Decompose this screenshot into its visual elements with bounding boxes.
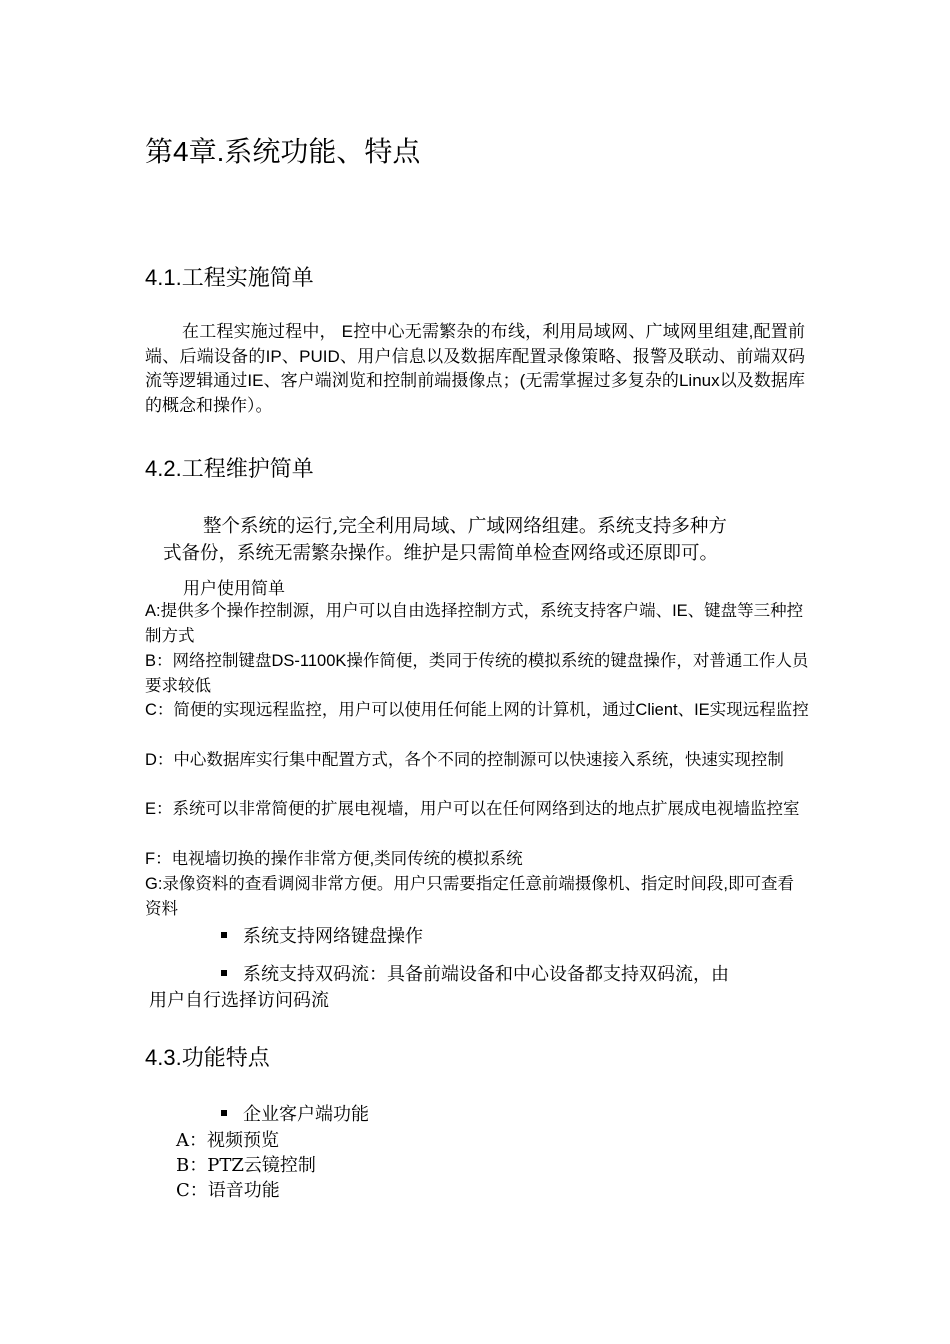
square-bullet-icon: [221, 1110, 227, 1116]
section-4-2-paragraph-line1: 整个系统的运行,完全利用局域、广域网络组建。系统支持多种方: [203, 516, 727, 537]
usage-title: 用户使用简单: [183, 579, 285, 599]
bullet-dual-stream-continuation: 用户自行选择访问码流: [149, 990, 329, 1011]
section-heading-4-2: 4.2.工程维护简单: [145, 456, 314, 481]
square-bullet-icon: [221, 970, 227, 976]
bullet-dual-stream: [221, 960, 729, 986]
section-heading-4-1: 4.1.工程实施简单: [145, 265, 314, 290]
section-4-1-paragraph: 在工程实施过程中， E控中心无需繁杂的布线，利用局域网、广域网里组建,配置前端、后端设备的IP、PUID、用户信息以及数据库配置录像策略、报警及联动、前端双码流等逻辑通过IE、客户端浏览和控制前端摄像点；(无需掌握过多复杂的Linux以及数据库的概念和操作）。: [145, 322, 805, 415]
bullet-text: 系统支持双码流：具备前端设备和中心设备都支持双码流，由: [243, 964, 729, 985]
usage-item-a: A:提供多个操作控制源，用户可以自由选择控制方式，系统支持客户端、IE、键盘等三种控制方式: [145, 602, 804, 645]
bullet-network-keyboard: [221, 922, 423, 948]
usage-item-b: B：网络控制键盘DS-1100K操作简便，类同于传统的模拟系统的键盘操作，对普通工作人员要求较低: [145, 652, 809, 695]
usage-item-c: C：简便的实现远程监控，用户可以使用任何能上网的计算机，通过Client、IE实现远程监控: [145, 701, 809, 719]
feature-item-a: A：视频预览: [176, 1130, 279, 1151]
usage-item-d: D：中心数据库实行集中配置方式，各个不同的控制源可以快速接入系统，快速实现控制: [145, 751, 784, 769]
usage-item-f: F：电视墙切换的操作非常方便,类同传统的模拟系统: [145, 850, 523, 868]
bullet-enterprise-client: [221, 1100, 369, 1126]
bullet-text: 系统支持网络键盘操作: [243, 926, 423, 947]
usage-item-e: E：系统可以非常简便的扩展电视墙，用户可以在任何网络到达的地点扩展成电视墙监控室: [145, 800, 800, 818]
feature-item-b: B：PTZ云镜控制: [176, 1155, 316, 1176]
square-bullet-icon: [221, 932, 227, 938]
usage-item-g: G:录像资料的查看调阅非常方便。用户只需要指定任意前端摄像机、指定时间段,即可查看资料: [145, 875, 795, 918]
chapter-title: 第4章.系统功能、特点: [145, 136, 421, 167]
section-4-2-paragraph-line2: 式备份，系统无需繁杂操作。维护是只需简单检查网络或还原即可。: [163, 543, 719, 564]
section-heading-4-3: 4.3.功能特点: [145, 1045, 270, 1070]
bullet-text: 企业客户端功能: [243, 1104, 369, 1125]
feature-item-c: C：语音功能: [176, 1180, 280, 1201]
